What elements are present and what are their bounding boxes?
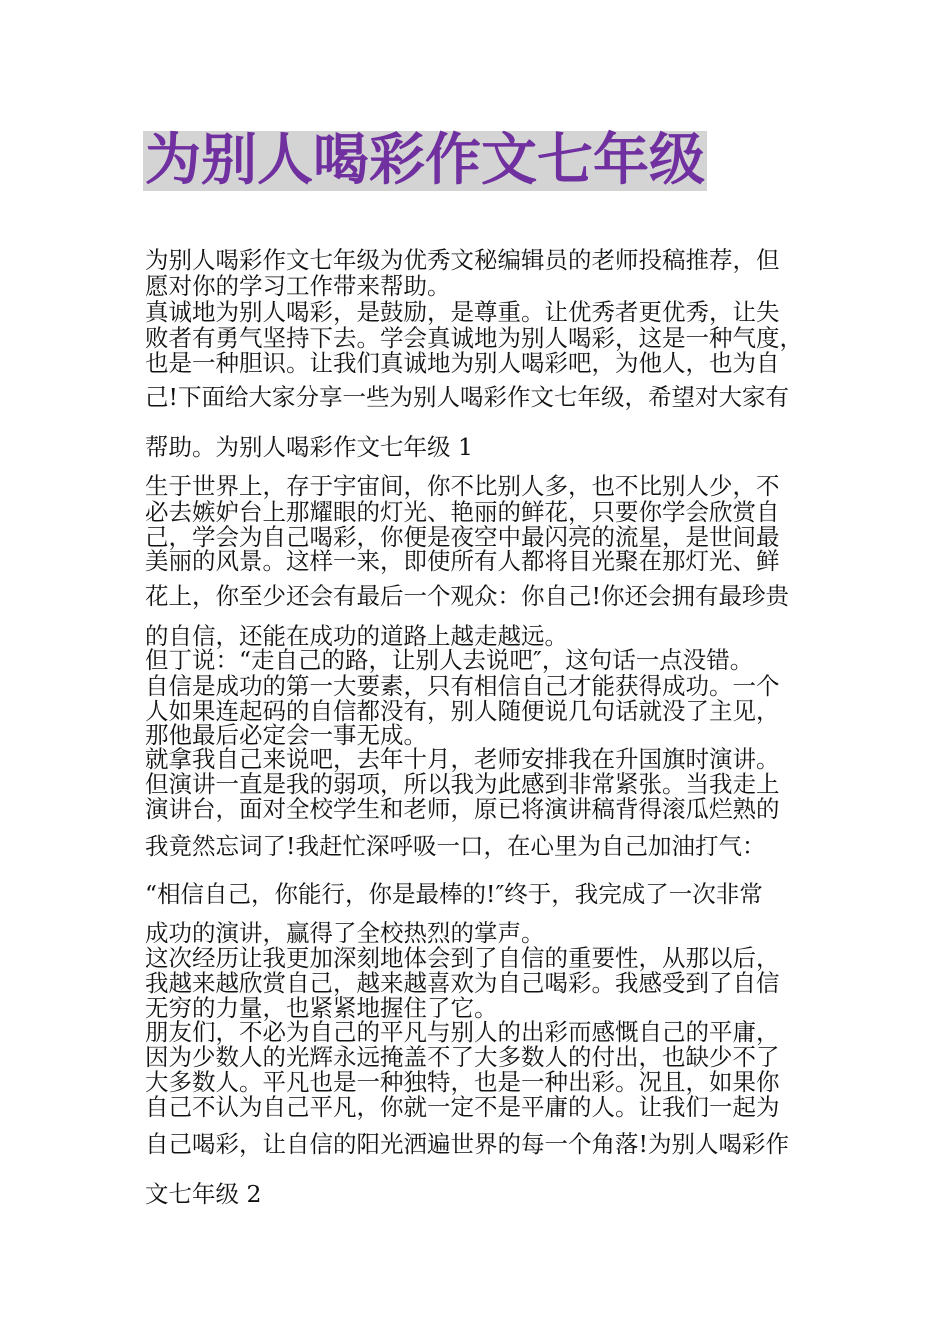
body-line: 但丁说：“走自己的路，让别人去说吧″，这句话一点没错。 (145, 646, 754, 674)
body-line: 的自信，还能在成功的道路上越走越远。 (145, 622, 568, 650)
body-line: 花上，你至少还会有最后一个观众：你自己!你还会拥有最珍贵 (145, 582, 789, 610)
body-line: 演讲台，面对全校学生和老师，原已将演讲稿背得滚瓜烂熟的 (145, 795, 780, 823)
body-line: 因为少数人的光辉永远掩盖不了大多数人的付出，也缺少不了 (145, 1043, 780, 1071)
body-line: 这次经历让我更加深刻地体会到了自信的重要性，从那以后， (145, 944, 780, 972)
body-line: 己!下面给大家分享一些为别人喝彩作文七年级，希望对大家有 (145, 383, 789, 411)
body-line: 也是一种胆识。让我们真诚地为别人喝彩吧，为他人，也为自 (145, 349, 780, 377)
document-title: 为别人喝彩作文七年级 (145, 128, 705, 193)
body-line: 朋友们，不必为自己的平凡与别人的出彩而感慨自己的平庸， (145, 1018, 780, 1046)
body-line: 己，学会为自己喝彩，你便是夜空中最闪亮的流星，是世间最 (145, 523, 780, 551)
body-line: 人如果连起码的自信都没有，别人随便说几句话就没了主见， (145, 697, 780, 725)
body-line: 自己喝彩，让自信的阳光洒遍世界的每一个角落!为别人喝彩作 (145, 1130, 789, 1158)
body-line: 就拿我自己来说吧，去年十月，老师安排我在升国旗时演讲。 (145, 745, 780, 773)
body-line: 美丽的风景。这样一来，即使所有人都将目光聚在那灯光、鲜 (145, 547, 780, 575)
body-line: 但演讲一直是我的弱项，所以我为此感到非常紧张。当我走上 (145, 770, 780, 798)
body-line: 无穷的力量，也紧紧地握住了它。 (145, 994, 498, 1022)
body-line: 我越来越欣赏自己，越来越喜欢为自己喝彩。我感受到了自信 (145, 969, 780, 997)
body-line: 我竟然忘词了!我赶忙深呼吸一口，在心里为自己加油打气： (145, 832, 766, 860)
body-line: 自信是成功的第一大要素，只有相信自己才能获得成功。一个 (145, 672, 780, 700)
body-line: 败者有勇气坚持下去。学会真诚地为别人喝彩，这是一种气度， (145, 324, 803, 352)
body-line: 真诚地为别人喝彩，是鼓励，是尊重。让优秀者更优秀，让失 (145, 298, 780, 326)
body-line: 愿对你的学习工作带来帮助。 (145, 272, 451, 300)
body-line: 文七年级 2 (145, 1180, 262, 1208)
body-line: 帮助。为别人喝彩作文七年级 1 (145, 433, 473, 461)
body-line: 生于世界上，存于宇宙间，你不比别人多，也不比别人少，不 (145, 472, 780, 500)
body-line: “相信自己，你能行，你是最棒的!″终于，我完成了一次非常 (145, 880, 763, 908)
body-line: 为别人喝彩作文七年级为优秀文秘编辑员的老师投稿推荐，但 (145, 246, 780, 274)
body-line: 自己不认为自己平凡，你就一定不是平庸的人。让我们一起为 (145, 1093, 780, 1121)
body-line: 大多数人。平凡也是一种独特，也是一种出彩。况且，如果你 (145, 1068, 780, 1096)
body-line: 那他最后必定会一事无成。 (145, 721, 427, 749)
body-line: 必去嫉妒台上那耀眼的灯光、艳丽的鲜花，只要你学会欣赏自 (145, 498, 780, 526)
body-line: 成功的演讲，赢得了全校热烈的掌声。 (145, 919, 545, 947)
